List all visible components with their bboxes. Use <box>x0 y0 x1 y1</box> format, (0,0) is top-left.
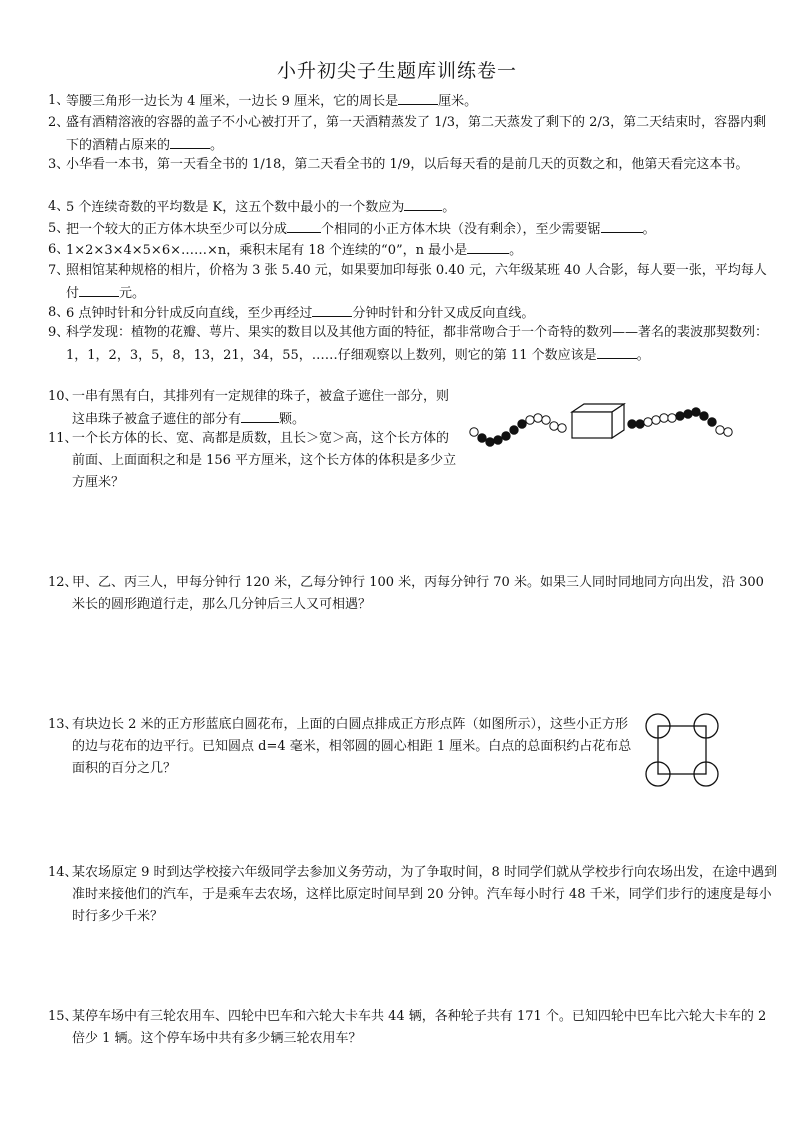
black-bead <box>510 426 518 434</box>
question-number: 14、 <box>48 865 78 880</box>
answer-blank[interactable] <box>79 282 119 297</box>
white-bead <box>526 416 534 424</box>
question-number: 12、 <box>48 575 78 590</box>
question-number: 15、 <box>48 1009 78 1024</box>
question-6: 6、 1×2×3×4×5×6×……×n，乘积末尾有 18 个连续的“0”，n 最小是 。 <box>48 239 778 262</box>
black-bead <box>700 412 708 420</box>
white-bead <box>644 418 652 426</box>
answer-blank[interactable] <box>398 90 438 105</box>
question-5: 5、 把一个较大的正方体木块至少可以分成 个相同的小正方体木块（没有剩余），至少需要锯 。 <box>48 218 778 241</box>
question-14: 14、 某农场原定 9 时到达学校接六年级同学去参加义务劳动，为了争取时间，8 时同学们就从学校步行向农场出发，在途中遇到准时来接他们的汽车，于是乘车去农场，这样比原定时间早到 20 分钟。汽车每小时行 48 千米，同学们步行的速度是每小时行多少千米？ <box>48 862 778 928</box>
page-title: 小升初尖子生题库训练卷一 <box>276 60 517 82</box>
answer-blank[interactable] <box>170 134 210 149</box>
bead-string-figure <box>462 398 762 458</box>
question-12: 12、 甲、乙、丙三人，甲每分钟行 120 米，乙每分钟行 100 米，丙每分钟行 70 米。如果三人同时同地同方向出发，沿 300 米长的圆形跑道行走，那么几分钟后三人又可相遇？ <box>48 572 778 616</box>
question-1: 1、 等腰三角形一边长为 4 厘米，一边长 9 厘米，它的周长是 厘米。 <box>48 90 778 113</box>
black-bead <box>518 420 526 428</box>
question-number: 6、 <box>48 242 70 257</box>
answer-blank[interactable] <box>287 218 321 233</box>
question-number: 1、 <box>48 93 70 108</box>
black-bead <box>486 438 494 446</box>
black-bead <box>478 434 486 442</box>
white-bead <box>542 416 550 424</box>
question-9: 9、 科学发现：植物的花瓣、萼片、果实的数目以及其他方面的特征，都非常吻合于一个奇特的数列——著名的裴波那契数列：1，1，2，3，5，8，13，21，34，55，……仔细观察以上数列，则它的第 11 个数应该是 。 <box>48 322 778 367</box>
question-number: 8、 <box>48 305 70 320</box>
question-10: 10、 一串有黑有白，其排列有一定规律的珠子，被盒子遮住一部分，则这串珠子被盒子遮住的部分有 颗。 <box>48 386 458 431</box>
answer-blank[interactable] <box>597 344 637 359</box>
white-bead <box>660 414 668 422</box>
white-bead <box>652 416 660 424</box>
question-7: 7、 照相馆某种规格的相片，价格为 3 张 5.40 元，如果要加印每张 0.40 元，六年级某班 40 人合影，每人要一张，平均每人付 元。 <box>48 260 778 305</box>
question-11: 11、 一个长方体的长、宽、高都是质数，且长＞宽＞高，这个长方体的前面、上面面积之和是 156 平方厘米，这个长方体的体积是多少立方厘米？ <box>48 428 458 494</box>
black-bead <box>494 436 502 444</box>
question-number: 3、 <box>48 157 70 172</box>
question-8: 8、 6 点钟时针和分针成反向直线，至少再经过 分钟时针和分针又成反向直线。 <box>48 302 778 325</box>
question-number: 9、 <box>48 325 70 340</box>
white-bead <box>550 422 558 430</box>
white-bead <box>724 428 732 436</box>
white-bead <box>668 414 676 422</box>
answer-blank[interactable] <box>312 302 352 317</box>
black-bead <box>684 410 692 418</box>
question-4: 4、 5 个连续奇数的平均数是 K，这五个数中最小的一个数应为 。 <box>48 196 778 219</box>
black-bead <box>502 432 510 440</box>
question-number: 10、 <box>48 389 78 404</box>
covering-box <box>572 404 624 438</box>
circle-lattice-figure <box>642 710 722 790</box>
answer-blank[interactable] <box>467 239 509 254</box>
question-number: 4、 <box>48 199 70 214</box>
question-number: 2、 <box>48 115 70 130</box>
white-bead <box>470 428 478 436</box>
answer-blank[interactable] <box>241 408 279 423</box>
white-bead <box>716 426 724 434</box>
answer-blank[interactable] <box>601 218 643 233</box>
question-15: 15、 某停车场中有三轮农用车、四轮中巴车和六轮大卡车共 44 辆，各种轮子共有 171 个。已知四轮中巴车比六轮大卡车的 2 倍少 1 辆。这个停车场中共有多少辆三轮农用车？ <box>48 1006 778 1050</box>
black-bead <box>628 420 636 428</box>
black-bead <box>636 420 644 428</box>
question-number: 5、 <box>48 221 70 236</box>
black-bead <box>708 418 716 426</box>
white-bead <box>534 414 542 422</box>
black-bead <box>676 412 684 420</box>
question-number: 13、 <box>48 717 78 732</box>
white-bead <box>558 424 566 432</box>
question-13: 13、 有块边长 2 米的正方形蓝底白圆花布，上面的白圆点排成正方形点阵（如图所示），这些小正方形的边与花布的边平行。已知圆点 d=4 毫米，相邻圆的圆心相距 1 厘米。白点的总面积约占花布总面积的百分之几？ <box>48 714 633 780</box>
question-number: 7、 <box>48 263 70 278</box>
black-bead <box>692 408 700 416</box>
question-3: 3、 小华看一本书，第一天看全书的 1/18，第二天看全书的 1/9，以后每天看的是前几天的页数之和，他第天看完这本书。 <box>48 154 778 176</box>
square-outline <box>658 726 706 774</box>
question-2: 2、 盛有酒精溶液的容器的盖子不小心被打开了，第一天酒精蒸发了 1/3，第二天蒸发了剩下的 2/3，第二天结束时，容器内剩下的酒精占原来的 。 <box>48 112 778 157</box>
question-number: 11、 <box>48 431 78 446</box>
answer-blank[interactable] <box>404 196 442 211</box>
